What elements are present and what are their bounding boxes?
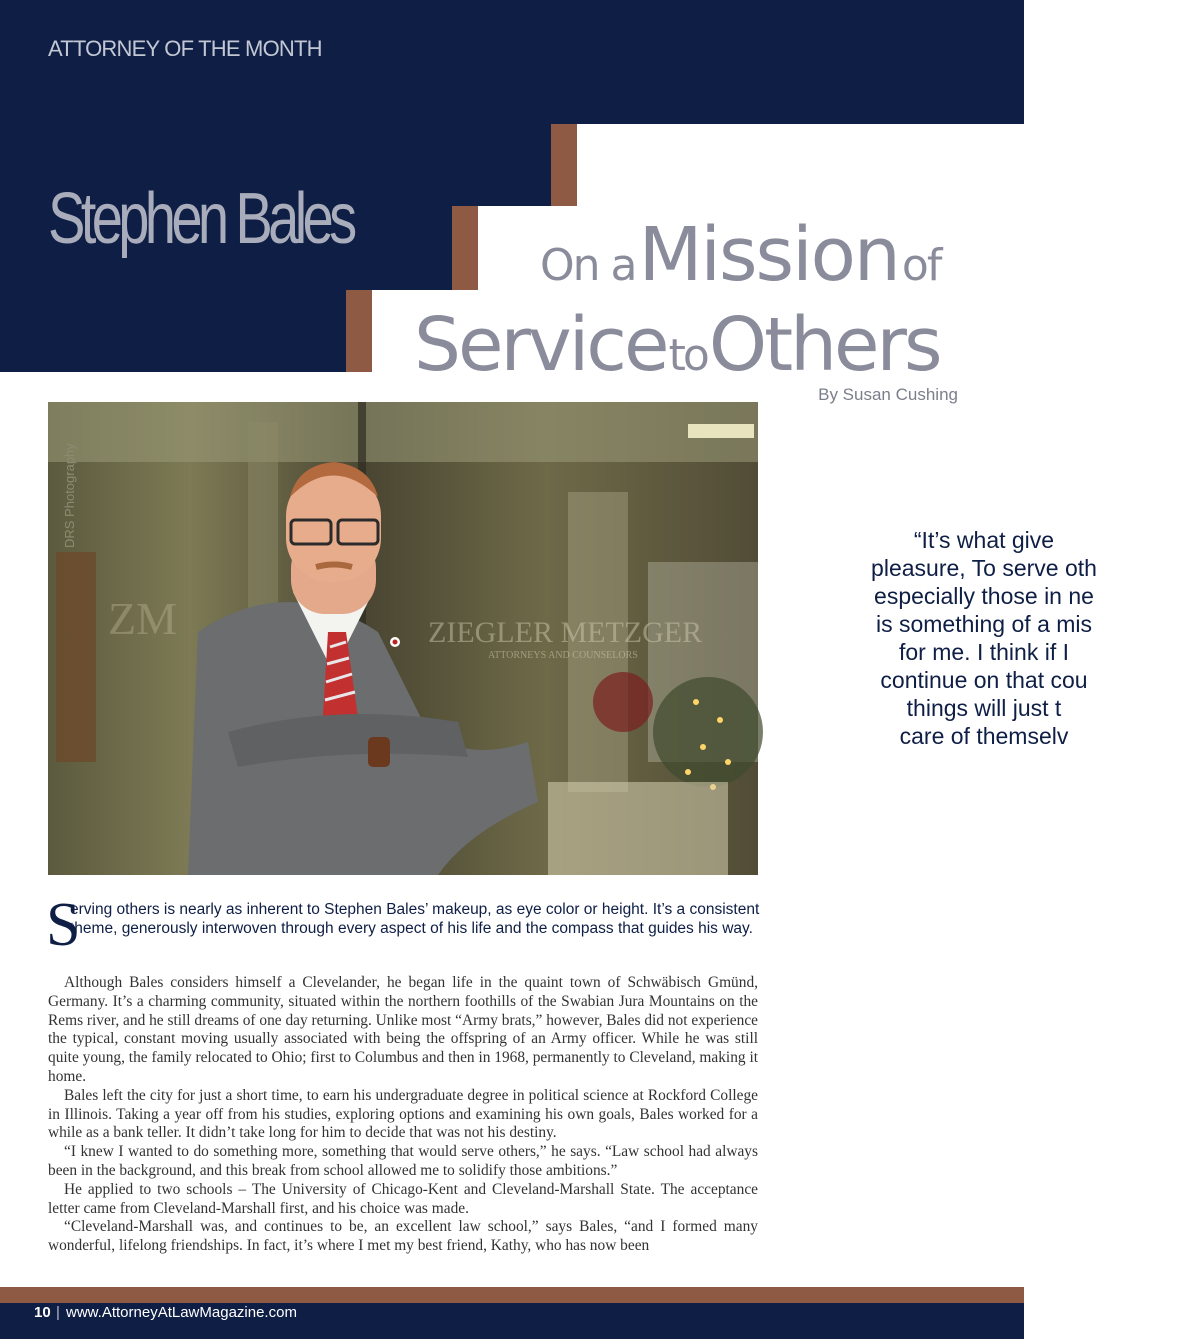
portrait-illustration	[48, 402, 758, 875]
headline-line-1	[540, 212, 940, 298]
article-body	[48, 974, 758, 1256]
pull-quote-line: for me. I think if I	[899, 639, 1069, 665]
pull-quote-line: pleasure, To serve oth	[871, 555, 1097, 581]
drop-cap: S	[46, 891, 81, 959]
header-band	[0, 0, 1024, 124]
headline-word: of	[901, 240, 941, 291]
section-kicker: ATTORNEY OF THE MONTH	[48, 36, 322, 61]
headline-line-2	[414, 302, 940, 388]
office-signage-subtitle: ATTORNEYS AND COUNSELORS	[488, 650, 638, 661]
footer-accent-band	[0, 1287, 1024, 1303]
pull-quote-line: things will just t	[906, 695, 1062, 721]
pull-quote-line: especially those in ne	[874, 583, 1094, 609]
white-step-1	[577, 124, 1024, 206]
footer-separator: |	[56, 1304, 60, 1321]
pull-quote-line: continue on that cou	[880, 667, 1088, 693]
page-number: 10	[34, 1304, 51, 1321]
accent-bar-3	[346, 290, 372, 372]
headline-word: Service	[414, 302, 667, 388]
article-paragraph: “I knew I wanted to do something more, something that would serve others,” he says. “Law school had always been in the background, and this break from school allowed me to solidify those ambitions.”	[48, 1143, 758, 1179]
article-paragraph: Although Bales considers himself a Clevelander, he began life in the quaint town of Schwäbisch Gmünd, Germany. It’s a charming community, situated within the northern foothills of the Swabian Jura Mountains on the Rems river, and he still dreams of one day returning. Unlike most “Army brats,” however, Bales did not experience the typical, constant moving usually associated with being the offspring of an Army officer. While he was still quite young, the family relocated to Ohio; first to Columbus and then in 1968, permanently to Cleveland, making it home.	[48, 974, 758, 1085]
headline-word: to	[668, 330, 707, 381]
portrait-photo	[48, 402, 758, 875]
article-paragraph: He applied to two schools – The University of Chicago-Kent and Cleveland-Marshall State. The acceptance letter came from Cleveland-Marshall first, and his choice was made.	[48, 1180, 758, 1217]
office-signage-title: ZIEGLER METZGER	[428, 616, 703, 649]
attorney-name: Stephen Bales	[48, 179, 353, 259]
pull-quote-line: care of themselv	[899, 723, 1069, 749]
article-paragraph: “Cleveland-Marshall was, and continues to be, an excellent law school,” says Bales, “and I formed many wonderful, lifelong friendships. In fact, it’s where I met my best friend, Kathy, who has now been	[48, 1218, 758, 1255]
article-paragraph: Bales left the city for just a short time, to earn his undergraduate degree in political science at Rockford College in Illinois. Taking a year off from his studies, exploring options and examining his own goals, Bales worked for a while as a bank teller. It didn’t take long for him to decide that was not his destiny.	[48, 1086, 758, 1142]
photo-credit: DRS Photography	[62, 443, 77, 548]
pull-quote	[774, 526, 1194, 750]
byline: By Susan Cushing	[818, 385, 958, 404]
headline-word: Others	[708, 302, 940, 388]
watermark-monogram: ZM	[108, 593, 177, 644]
headline-word: On a	[540, 240, 636, 291]
pull-quote-line: “It’s what give	[913, 527, 1055, 553]
accent-bar-2	[452, 206, 478, 290]
article-lead: erving others is nearly as inherent to Stephen Bales’ makeup, as eye color or height. It’s a consistent theme, generously interwoven through every aspect of his life and the compass that guides his way.	[70, 901, 760, 937]
pull-quote-line: is something of a mis	[875, 611, 1093, 637]
magazine-url[interactable]: www.AttorneyAtLawMagazine.com	[66, 1304, 297, 1321]
headline-word: Mission	[638, 212, 899, 298]
accent-bar-1	[551, 124, 577, 206]
